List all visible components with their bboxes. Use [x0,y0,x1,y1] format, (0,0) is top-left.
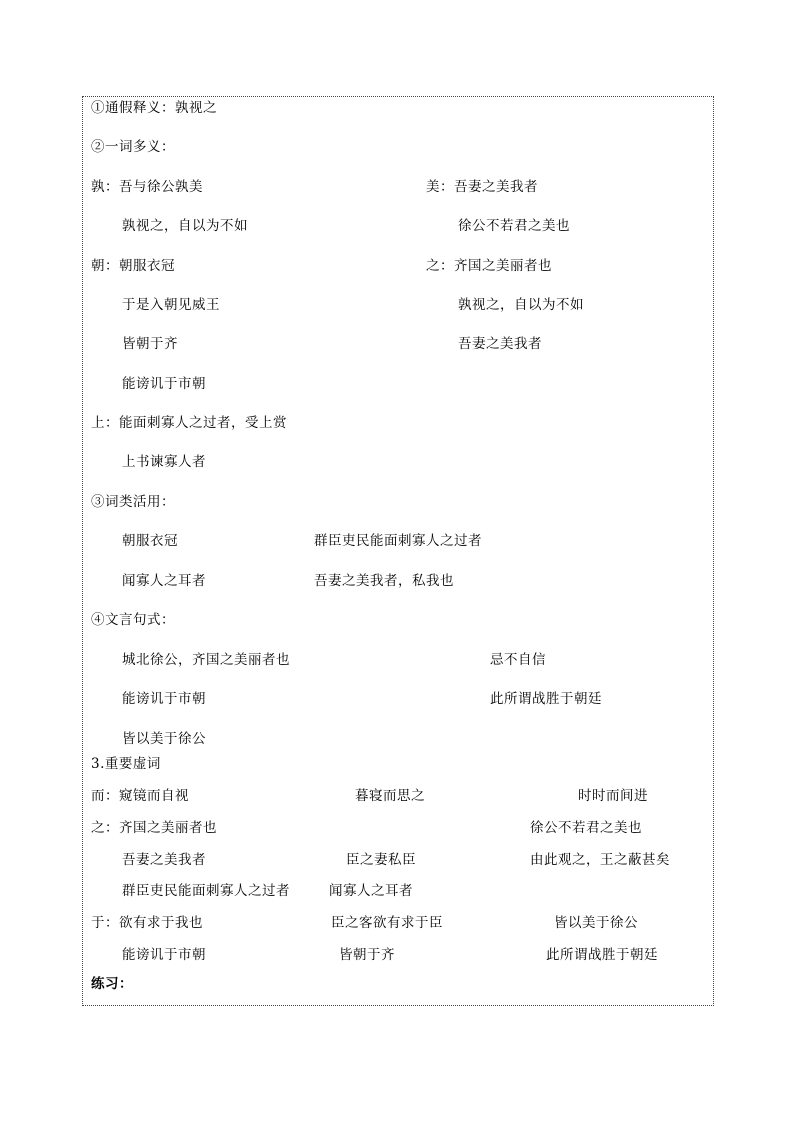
shang-row-2: 上书谏寡人者 [122,454,206,470]
shu-row-1: 孰：吾与徐公孰美 [91,179,203,195]
shu-row-2: 孰视之，自以为不如 [122,218,248,234]
zhi-example-2c: 由此观之，王之蔽甚矣 [530,852,670,868]
jushi-row-1a: 城北徐公，齐国之美丽者也 [122,652,290,668]
shang-row-1: 上：能面刺寡人之过者，受上赏 [91,415,287,431]
yu-example-1c: 皆以美于徐公 [554,915,638,931]
er-example-c: 时时而间进 [578,788,648,804]
mei-row-2: 徐公不若君之美也 [458,218,570,234]
zhi-example-1a: 之：齐国之美丽者也 [91,820,217,836]
zhi-row-3: 吾妻之美我者 [458,336,542,352]
yu-example-1b: 臣之客欲有求于臣 [331,915,443,931]
huoyong-row-2b: 吾妻之美我者，私我也 [314,573,454,589]
section-xuci-title: 3.重要虚词 [91,756,161,772]
section-tongjia: ①通假释义：孰视之 [91,100,217,116]
chao-row-3: 皆朝于齐 [122,336,178,352]
zhi-row-2: 孰视之，自以为不如 [458,297,584,313]
section-cileihuoyong-title: ③词类活用： [91,494,175,510]
mei-row-1: 美：吾妻之美我者 [426,179,538,195]
jushi-row-2b: 此所谓战胜于朝廷 [490,691,602,707]
yu-example-2c: 此所谓战胜于朝廷 [546,947,658,963]
zhi-example-3a: 群臣吏民能面刺寡人之过者 [122,883,290,899]
zhi-example-2b: 臣之妻私臣 [346,852,416,868]
er-example-b: 暮寝而思之 [355,788,425,804]
jushi-row-3: 皆以美于徐公 [122,731,206,747]
huoyong-row-2a: 闻寡人之耳者 [122,573,206,589]
yu-example-2b: 皆朝于齐 [339,947,395,963]
jushi-row-1b: 忌不自信 [490,652,546,668]
yu-example-1a: 于：欲有求于我也 [91,915,203,931]
chao-row-4: 能谤讥于市朝 [122,376,206,392]
section-yiciduoyi-title: ②一词多义： [91,139,175,155]
zhi-example-1b: 徐公不若君之美也 [530,820,642,836]
zhi-example-2a: 吾妻之美我者 [122,852,206,868]
huoyong-row-1b: 群臣吏民能面刺寡人之过者 [314,533,482,549]
huoyong-row-1a: 朝服衣冠 [122,533,178,549]
yu-example-2a: 能谤讥于市朝 [122,947,206,963]
jushi-row-2a: 能谤讥于市朝 [122,691,206,707]
chao-row-1: 朝：朝服衣冠 [91,258,175,274]
zhi-example-3b: 闻寡人之耳者 [329,883,413,899]
er-example-a: 而：窥镜而自视 [91,788,189,804]
section-wenyanjushi-title: ④文言句式： [91,612,175,628]
practice-title: 练习： [91,976,133,992]
zhi-row-1: 之：齐国之美丽者也 [426,258,552,274]
chao-row-2: 于是入朝见威王 [122,297,220,313]
